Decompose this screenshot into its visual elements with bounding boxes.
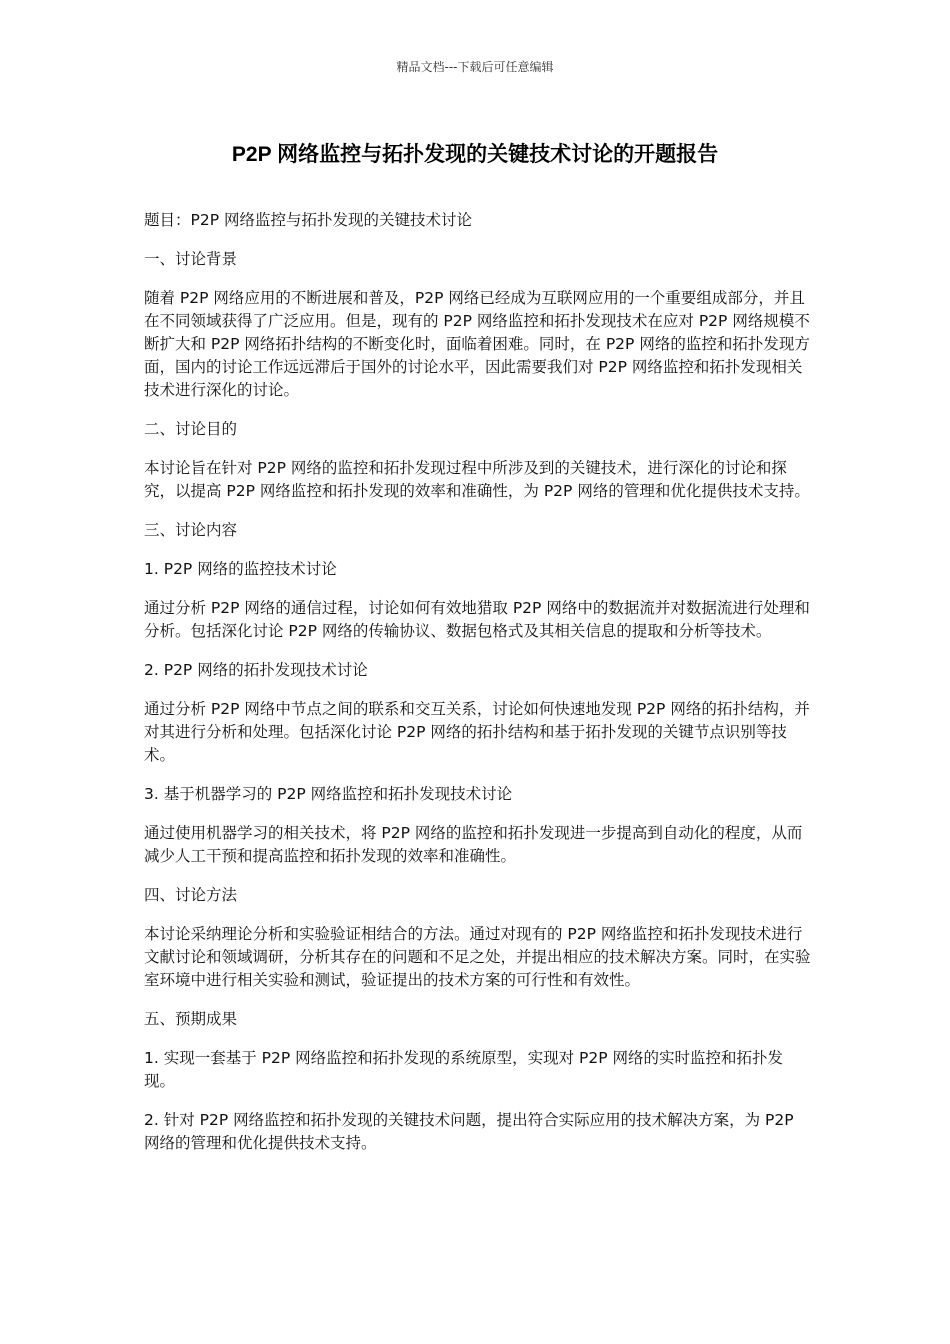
section-heading-background: 一、讨论背景 [144,250,238,268]
document-title: P2P 网络监控与拓扑发现的关键技术讨论的开题报告 [231,143,719,166]
header-note: 精品文档---下载后可任意编辑 [396,60,554,74]
document-body [144,209,812,1171]
section-heading-content: 三、讨论内容 [144,521,238,539]
purpose-paragraph: 本讨论旨在针对 P2P 网络的监控和拓扑发现过程中所涉及到的关键技术，进行深化的讨论和探究，以提高 P2P 网络监控和拓扑发现的效率和准确性，为 P2P 网络的管理和优化提供技术支持。 [144,459,810,500]
monitoring-paragraph: 通过分析 P2P 网络的通信过程，讨论如何有效地猎取 P2P 网络中的数据流并对数据流进行处理和分析。包括深化讨论 P2P 网络的传输协议、数据包格式及其相关信息的提取和分析等技术。 [144,599,810,640]
section-heading-method: 四、讨论方法 [144,886,238,904]
result-item-1: 1. 实现一套基于 P2P 网络监控和拓扑发现的系统原型，实现对 P2P 网络的实时监控和拓扑发现。 [144,1049,784,1090]
section-heading-purpose: 二、讨论目的 [144,420,238,438]
subheading-monitoring: 1. P2P 网络的监控技术讨论 [144,560,337,578]
result-item-2: 2. 针对 P2P 网络监控和拓扑发现的关键技术问题，提出符合实际应用的技术解决方案，为 P2P 网络的管理和优化提供技术支持。 [144,1111,794,1152]
background-paragraph: 随着 P2P 网络应用的不断进展和普及，P2P 网络已经成为互联网应用的一个重要组成部分，并且在不同领域获得了广泛应用。但是，现有的 P2P 网络监控和拓扑发现技术在应对 P2P 网络规模不断扩大和 P2P 网络拓扑结构的不断变化时，面临着困难。同时，在 P2P 网络的监控和拓扑发现方面，国内的讨论工作远远滞后于国外的讨论水平，因此需要我们对 P2P 网络监控和拓扑发现相关技术进行深化的讨论。 [144,289,810,399]
ml-paragraph: 通过使用机器学习的相关技术，将 P2P 网络的监控和拓扑发现进一步提高到自动化的程度，从而减少人工干预和提高监控和拓扑发现的效率和准确性。 [144,824,803,865]
subheading-topology: 2. P2P 网络的拓扑发现技术讨论 [144,661,368,679]
section-heading-results: 五、预期成果 [144,1010,238,1028]
topic-line: 题目：P2P 网络监控与拓扑发现的关键技术讨论 [144,211,472,229]
subheading-ml: 3. 基于机器学习的 P2P 网络监控和拓扑发现技术讨论 [144,785,513,803]
topology-paragraph: 通过分析 P2P 网络中节点之间的联系和交互关系，讨论如何快速地发现 P2P 网络的拓扑结构，并对其进行分析和处理。包括深化讨论 P2P 网络的拓扑结构和基于拓扑发现的关键节点识别等技术。 [144,700,810,764]
method-paragraph: 本讨论采纳理论分析和实验验证相结合的方法。通过对现有的 P2P 网络监控和拓扑发现技术进行文献讨论和领域调研，分析其存在的问题和不足之处，并提出相应的技术解决方案。同时，在实验室环境中进行相关实验和测试，验证提出的技术方案的可行性和有效性。 [144,925,811,989]
